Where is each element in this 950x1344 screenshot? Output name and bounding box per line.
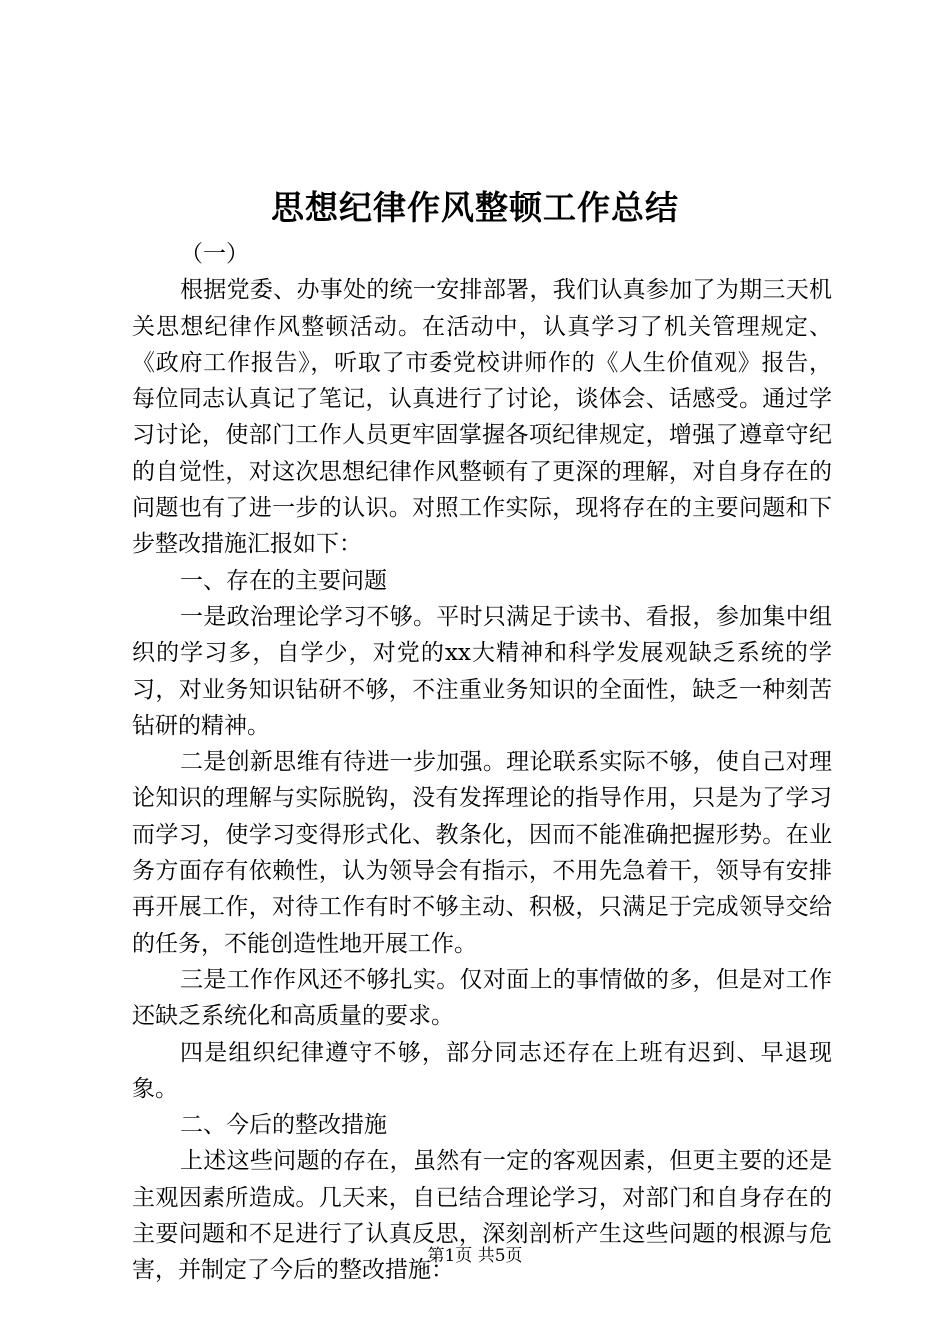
heading-existing-problems: 一、存在的主要问题 [180,567,387,594]
section-marker: （一） [180,241,249,267]
heading-rectification-measures: 二、今后的整改措施 [180,1112,387,1139]
paragraph-intro: 根据党委、办事处的统一安排部署，我们认真参加了为期三天机关思想纪律作风整顿活动。在活动中，认真学习了机关管理规定、《政府工作报告》，听取了市委党校讲师作的《人生价值观》报告，每位同志认真记了笔记，认真进行了讨论，谈体会、话感受。通过学习讨论，使部门工作人员更牢固掌握各项纪律规定，增强了遵章守纪的自觉性，对这次思想纪律作风整顿有了更深的理解，对自身存在的问题也有了进一步的认识。对照工作实际，现将存在的主要问题和下步整改措施汇报如下： [132,277,832,558]
document-body [132,236,832,1289]
paragraph-problem-3: 三是工作作风还不够扎实。仅对面上的事情做的多，但是对工作还缺乏系统化和高质量的要求。 [132,966,832,1030]
paragraph-problem-4: 四是组织纪律遵守不够，部分同志还存在上班有迟到、早退现象。 [132,1039,832,1102]
paragraph-measures-intro: 上述这些问题的存在，虽然有一定的客观因素，但更主要的还是主观因素所造成。几天来，自已结合理论学习，对部门和自身存在的主要问题和不足进行了认真反思，深刻剖析产生这些问题的根源与危害，并制定了今后的整改措施： [132,1148,832,1284]
page-number-footer: 第1页 共5页 [427,1246,523,1266]
document-title: 思想纪律作风整顿工作总结 [271,188,679,227]
paragraph-problem-2: 二是创新思维有待进一步加强。理论联系实际不够，使自己对理论知识的理解与实际脱钩，没有发挥理论的指导作用，只是为了学习而学习，使学习变得形式化、教条化，因而不能准确把握形势。在业务方面存有依赖性，认为领导会有指示，不用先急着干，领导有安排再开展工作，对待工作有时不够主动、积极，只满足于完成领导交给的任务，不能创造性地开展工作。 [132,749,832,957]
paragraph-problem-1: 一是政治理论学习不够。平时只满足于读书、看报，参加集中组织的学习多，自学少，对党的xx大精神和科学发展观缺乏系统的学习，对业务知识钻研不够，不注重业务知识的全面性，缺乏一种刻苦钻研的精神。 [132,603,832,739]
